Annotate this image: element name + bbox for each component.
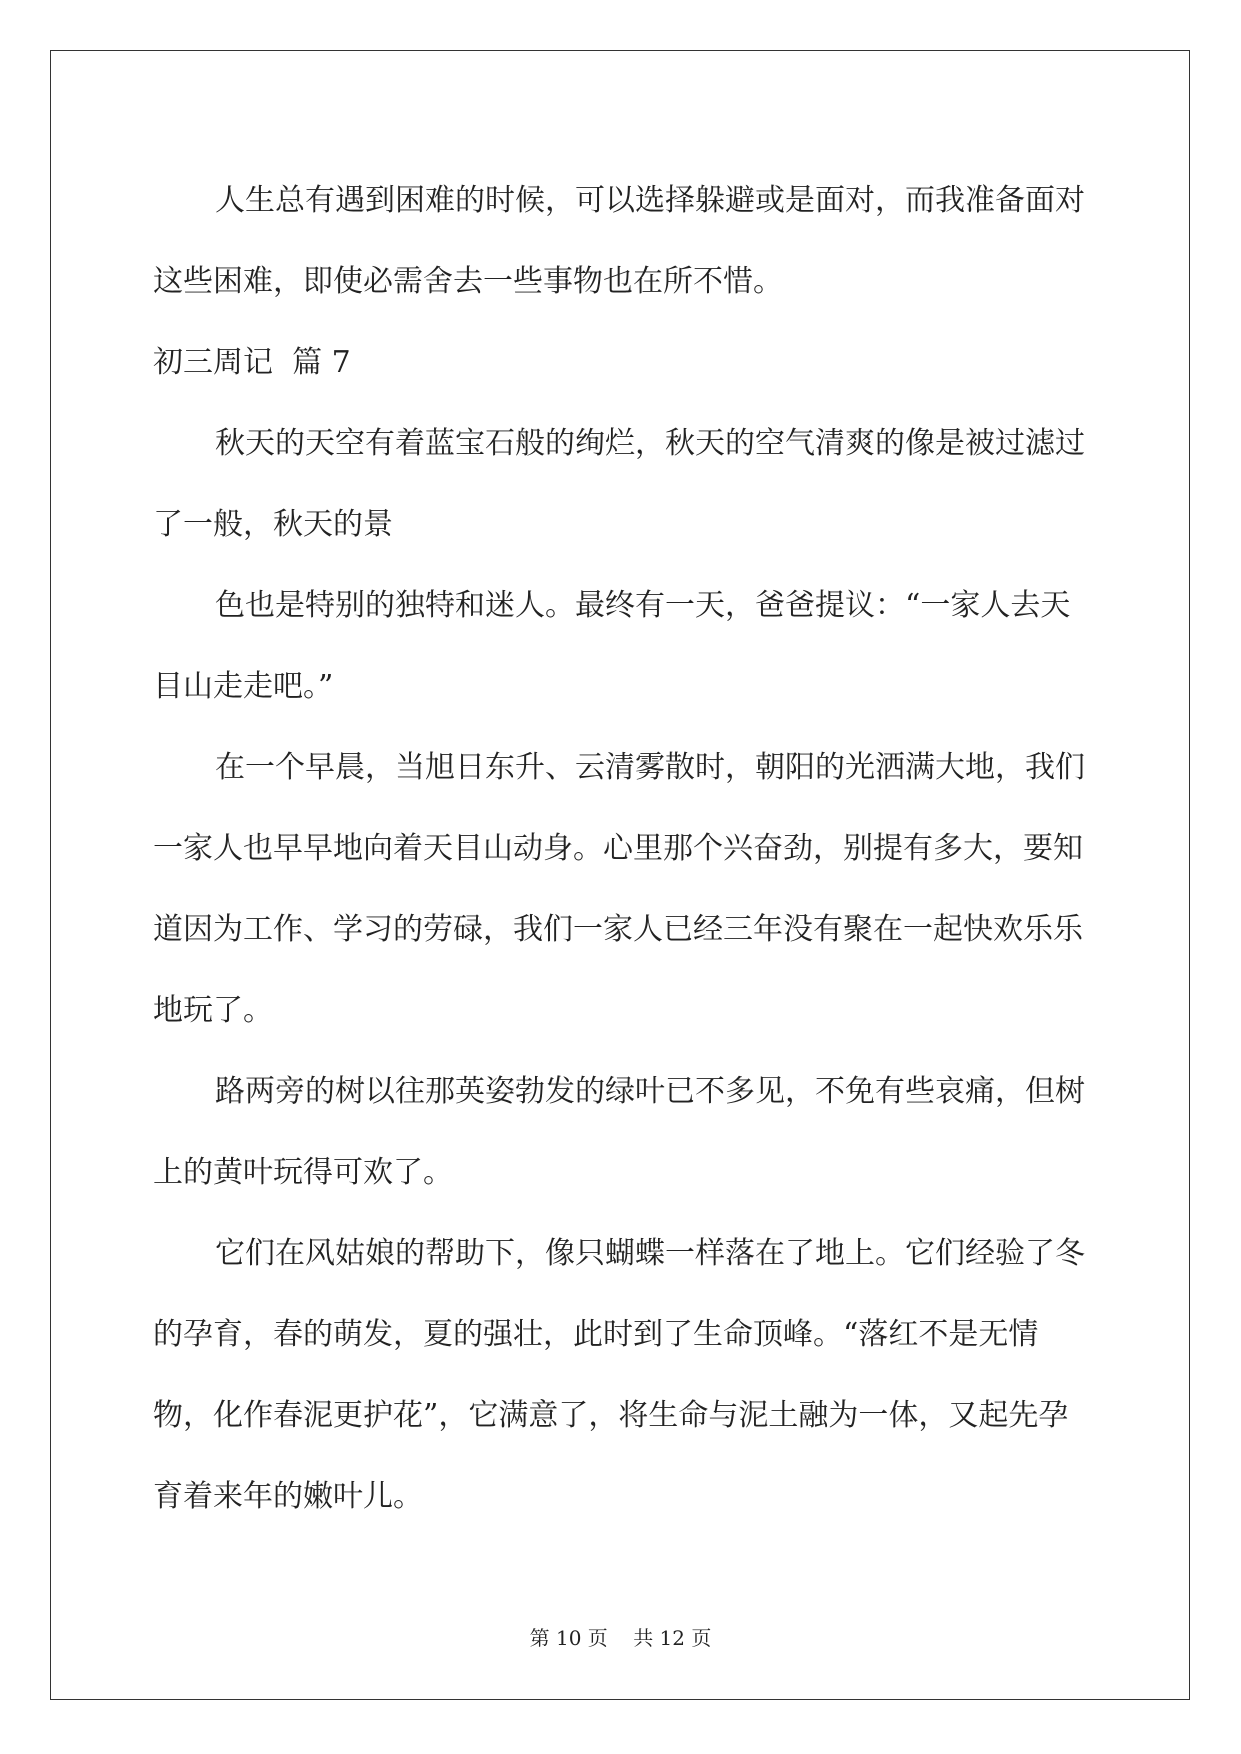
paragraph: 它们在风姑娘的帮助下，像只蝴蝶一样落在了地上。它们经验了冬的孕育，春的萌发，夏的强壮，此时到了生命顶峰。“落红不是无情物，化作春泥更护花”，它满意了，将生命与泥土融为一体，又起先孕育着来年的嫩叶儿。 [153,1236,1085,1514]
paragraph: 路两旁的树以往那英姿勃发的绿叶已不多见，不免有些哀痛，但树上的黄叶玩得可欢了。 [153,1074,1085,1190]
paragraph: 色也是特别的独特和迷人。最终有一天，爸爸提议：“一家人去天目山走走吧。” [153,588,1071,704]
paragraph: 秋天的天空有着蓝宝石般的绚烂，秋天的空气清爽的像是被过滤过了一般，秋天的景 [153,426,1085,542]
page-number: 第 10 页 共 12 页 [529,1626,712,1650]
paragraph: 在一个早晨，当旭日东升、云清雾散时，朝阳的光洒满大地，我们一家人也早早地向着天目山动身。心里那个兴奋劲，别提有多大，要知道因为工作、学习的劳碌，我们一家人已经三年没有聚在一起快欢乐乐地玩了。 [153,750,1085,1028]
paragraph: 人生总有遇到困难的时候，可以选择躲避或是面对，而我准备面对这些困难，即使必需舍去一些事物也在所不惜。 [153,183,1085,299]
document-body [153,160,1093,1537]
page-footer [0,1622,1241,1651]
section-heading: 初三周记 篇 7 [153,345,351,380]
